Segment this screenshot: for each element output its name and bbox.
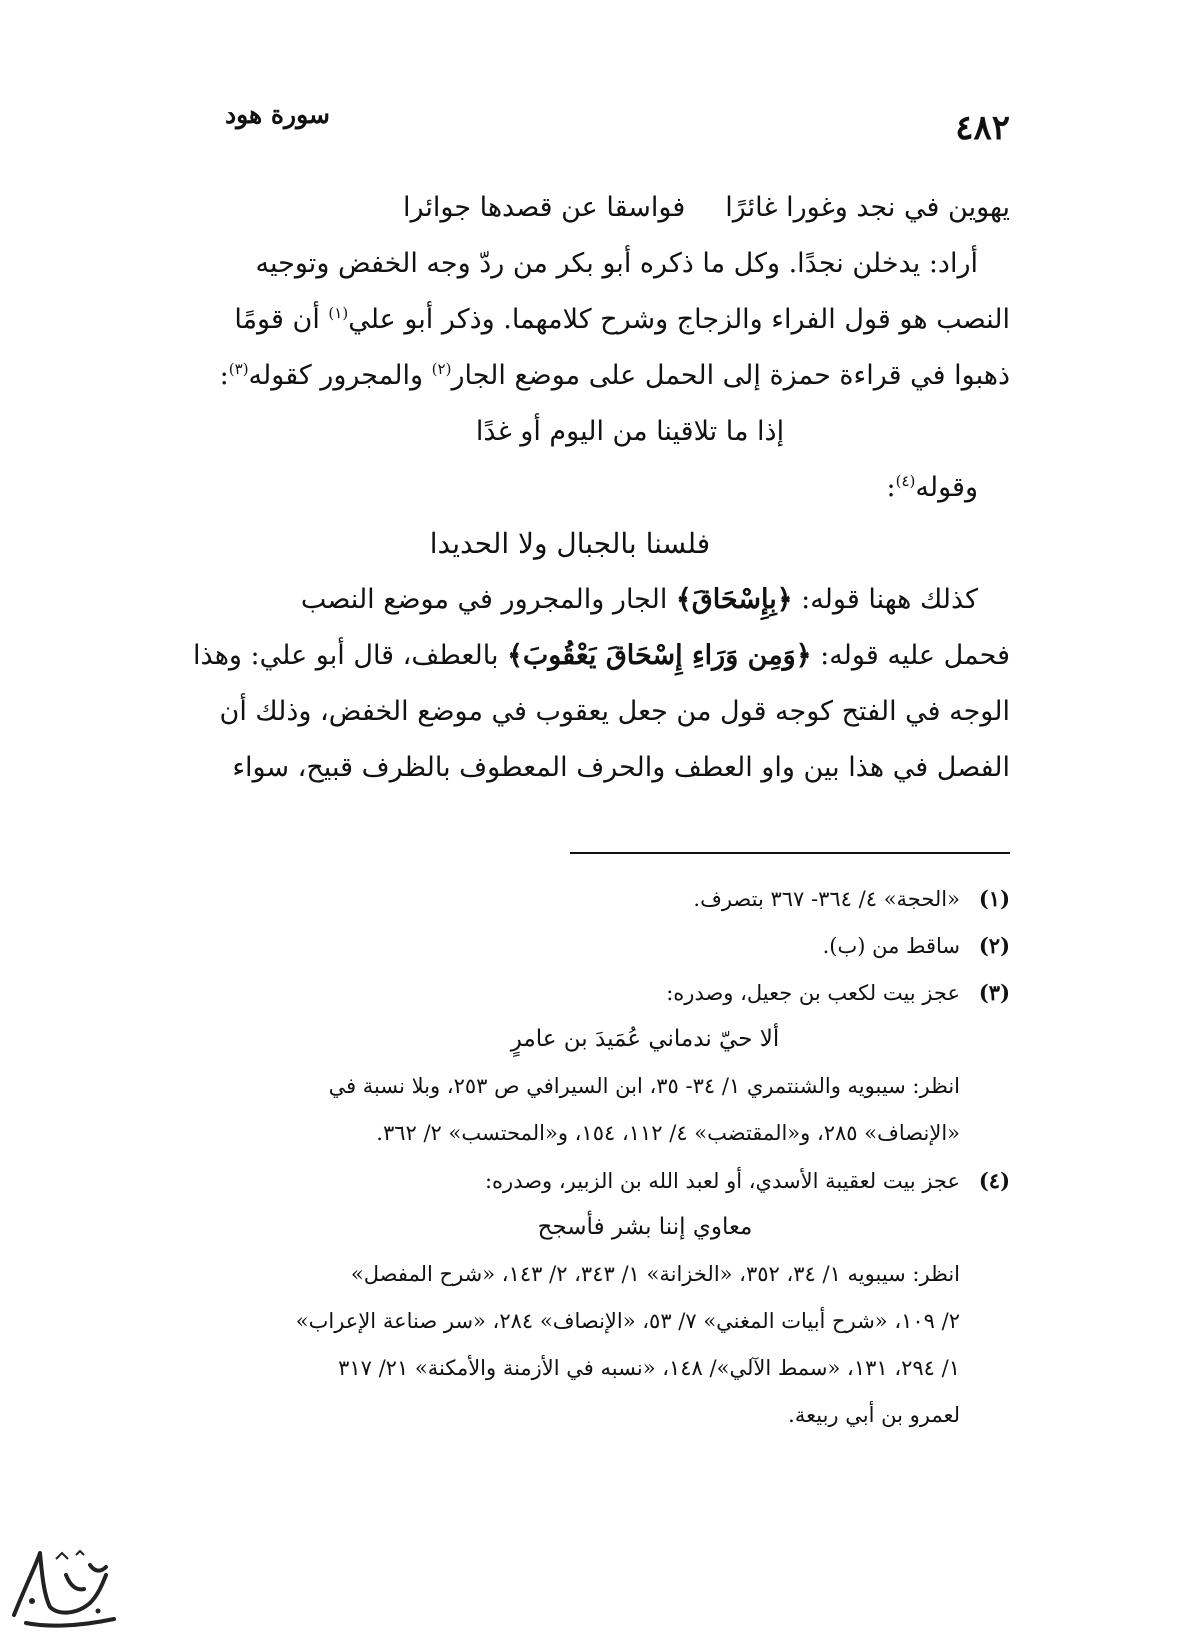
footnote-ref: (٢) — [431, 360, 452, 378]
text-line — [130, 572, 1010, 628]
quran-quote: ﴿بِإِسْحَاقَ﴾ — [675, 584, 793, 615]
text-line: الوجه في الفتح كوجه قول من جعل يعقوب في موضع الخفض، وذلك أن — [219, 696, 1010, 727]
footnote-reference: انظر: سيبويه والشنتمري ١/ ٣٤- ٣٥، ابن السيرافي ص ٢٥٣، وبلا نسبة في — [328, 1074, 960, 1098]
footnote-3 — [130, 969, 1010, 1016]
footnote-number: (٢) — [978, 933, 1010, 958]
text-segment: ذهبوا في قراءة حمزة إلى الحمل على موضع الجار — [451, 360, 1010, 391]
verse-hemistich-right: يهوين في نجد وغورا غائرًا — [725, 192, 1010, 223]
footnote-divider — [570, 852, 1010, 854]
footnote-2 — [130, 922, 1010, 969]
verse-line: فلسنا بالجبال ولا الحديدا — [429, 527, 711, 560]
text-segment: النصب هو قول الفراء والزجاج وشرح كلامهما. وذكر أبو علي — [348, 304, 1010, 335]
page-number: ٤٨٢ — [955, 108, 1010, 148]
running-title: سورة هود — [225, 100, 330, 129]
verse-line — [130, 180, 1010, 236]
text-segment: : — [886, 472, 896, 503]
text-line — [130, 460, 1010, 516]
calligraphy-seal-logo — [6, 1545, 124, 1635]
footnote-reference: «الإنصاف» ٢٨٥، و«المقتضب» ٤/ ١١٢، ١٥٤، و«المحتسب» ٢/ ٣٦٢. — [376, 1121, 960, 1145]
footnote-verse: معاوي إننا بشر فأسجح — [537, 1214, 753, 1240]
footnote-text: عجز بيت لكعب بن جعيل، وصدره: — [666, 981, 960, 1005]
text-segment: والمجرور كقوله — [248, 360, 432, 391]
verse-line: إذا ما تلاقينا من اليوم أو غدًا — [475, 416, 785, 447]
footnote-reference: لعمرو بن أبي ربيعة. — [788, 1403, 960, 1427]
text-line: أراد: يدخلن نجدًا. وكل ما ذكره أبو بكر من ردّ وجه الخفض وتوجيه — [255, 248, 978, 279]
footnote-reference: ٢/ ١٠٩، «شرح أبيات المغني» ٧/ ٥٣، «الإنصاف» ٢٨٤، «سر صناعة الإعراب» — [295, 1309, 960, 1333]
footnote-ref: (٣) — [228, 360, 249, 378]
footnote-ref: (١) — [328, 304, 349, 322]
text-segment: بالعطف، قال أبو علي: وهذا — [193, 640, 508, 671]
footnote-reference: انظر: سيبويه ١/ ٣٤، ٣٥٢، «الخزانة» ١/ ٣٤٣، ٢/ ١٤٣، «شرح المفصل» — [350, 1262, 960, 1286]
text-line — [130, 292, 1010, 348]
text-line — [130, 348, 1010, 404]
text-line: الفصل في هذا بين واو العطف والحرف المعطوف بالظرف قبيح، سواء — [232, 752, 1010, 783]
text-segment: فحمل عليه قوله: — [811, 640, 1010, 671]
main-text — [130, 180, 1010, 796]
text-line — [130, 628, 1010, 684]
footnote-ref: (٤) — [895, 472, 916, 490]
verse-hemistich-left: فواسقا عن قصدها جوائرا — [402, 192, 686, 223]
footnote-number: (١) — [978, 886, 1010, 911]
footnote-text: ساقط من (ب). — [822, 934, 960, 958]
footnote-verse: ألا حيّ ندماني عُمَيدَ بن عامرٍ — [510, 1026, 780, 1052]
footnote-4 — [130, 1157, 1010, 1204]
footnotes — [130, 875, 1010, 1439]
text-segment: وقوله — [915, 472, 978, 503]
footnote-reference: ١/ ٢٩٤، ١٣١، «سمط الآلي»/ ١٤٨، «نسبه في الأزمنة والأمكنة» ٢١/ ٣١٧ — [338, 1356, 960, 1380]
footnote-number: (٣) — [978, 980, 1010, 1005]
footnote-text: «الحجة» ٤/ ٣٦٤- ٣٦٧ بتصرف. — [693, 887, 960, 911]
footnote-number: (٤) — [978, 1168, 1010, 1193]
footnote-1 — [130, 875, 1010, 922]
text-segment: : — [219, 360, 229, 391]
text-segment: كذلك ههنا قوله: — [792, 584, 978, 615]
page-header — [130, 100, 1010, 150]
footnote-text: عجز بيت لعقيبة الأسدي، أو لعبد الله بن الزبير، وصدره: — [484, 1169, 960, 1193]
text-segment: أن قومًا — [234, 304, 329, 335]
quran-quote: ﴿وَمِن وَرَاءِ إِسْحَاقَ يَعْقُوبَ﴾ — [507, 640, 812, 671]
text-segment: الجار والمجرور في موضع النصب — [300, 584, 676, 615]
